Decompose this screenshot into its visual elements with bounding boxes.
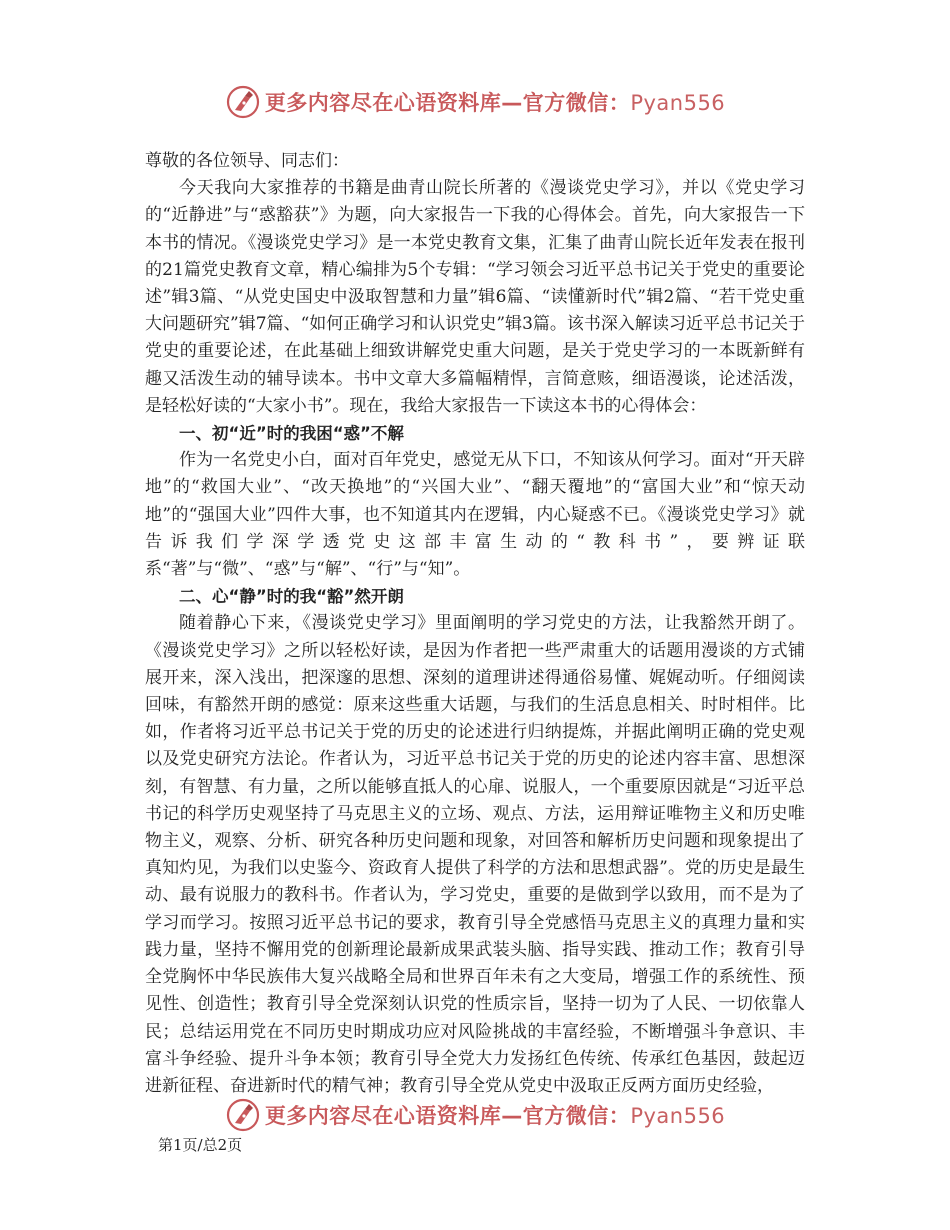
- wechat-id: Pyan556: [630, 91, 726, 115]
- intro-paragraph: 今天我向大家推荐的书籍是曲青山院长所著的《漫谈党史学习》，并以《党史学习的“近静进”与“惑豁获”》为题，向大家报告一下我的心得体会。首先，向大家报告一下本书的情况。《漫谈党史学习》是一本党史教育文集，汇集了曲青山院长近年发表在报刊的21篇党史教育文章，精心编排为5个专辑：“学习领会习近平总书记关于党史的重要论述”辑3篇、“从党史国史中汲取智慧和力量”辑6篇、“读懂新时代”辑2篇、“若干党史重大问题研究”辑7篇、“如何正确学习和认识党史”辑3篇。该书深入解读习近平总书记关于党史的重要论述，在此基础上细致讲解党史重大问题，是关于党史学习的一本既新鲜有趣又活泼生动的辅导读本。书中文章大多篇幅精悍，言简意赅，细语漫谈，论述活泼，是轻松好读的“大家小书”。现在，我给大家报告一下读这本书的心得体会：: [145, 178, 805, 416]
- page-number: 第1页/总2页: [158, 1136, 243, 1154]
- banner-text: [265, 1100, 725, 1130]
- wechat-id: Pyan556: [630, 1104, 726, 1128]
- section-2-paragraph: 随着静心下来，《漫谈党史学习》里面阐明的学习党史的方法，让我豁然开朗了。《漫谈党史学习》之所以轻松好读，是因为作者把一些严肃重大的话题用漫谈的方式铺展开来，深入浅出，把深邃的思想、深刻的道理讲述得通俗易懂、娓娓动听。仔细阅读回味，有豁然开朗的感觉：原来这些重大话题，与我们的生活息息相关、时时相伴。比如，作者将习近平总书记关于党的历史的论述进行归纳提炼，并据此阐明正确的党史观以及党史研究方法论。作者认为，习近平总书记关于党的历史的论述内容丰富、思想深刻，有智慧、有力量，之所以能够直抵人的心扉、说服人，一个重要原因就是“习近平总书记的科学历史观坚持了马克思主义的立场、观点、方法，运用辩证唯物主义和历史唯物主义，观察、分析、研究各种历史问题和现象，对回答和解析历史问题和现象提出了真知灼见，为我们以史鉴今、资政育人提供了科学的方法和思想武器”。党的历史是最生动、最有说服力的教科书。作者认为，学习党史，重要的是做到学以致用，而不是为了学习而学习。按照习近平总书记的要求，教育引导全党感悟马克思主义的真理力量和实践力量，坚持不懈用党的创新理论最新成果武装头脑、指导实践、推动工作；教育引导全党胸怀中华民族伟大复兴战略全局和世界百年未有之大变局，增强工作的系统性、预见性、创造性；教育引导全党深刻认识党的性质宗旨，坚持一切为了人民、一切依靠人民；总结运用党在不同历史时期成功应对风险挑战的丰富经验，不断增强斗争意识、丰富斗争经验、提升斗争本领；教育引导全党大力发扬红色传统、传承红色基因，鼓起迈进新征程、奋进新时代的精气神；教育引导全党从党史中汲取正反两方面历史经验，: [145, 613, 805, 1096]
- document-body: [145, 148, 805, 1100]
- pen-nib-logo-icon: [225, 1097, 261, 1133]
- header-banner: [0, 82, 950, 122]
- banner-label: 更多内容尽在心语资料库—官方微信：: [264, 91, 631, 115]
- pen-nib-logo-icon: [225, 84, 261, 120]
- banner-text: [265, 87, 725, 117]
- section-1-paragraph: 作为一名党史小白，面对百年党史，感觉无从下口，不知该从何学习。面对“开天辟地”的“救国大业”、“改天换地”的“兴国大业”、“翻天覆地”的“富国大业”和“惊天动地”的“强国大业”四件大事，也不知道其内在逻辑，内心疑惑不已。《漫谈党史学习》就告诉我们学深学透党史这部丰富生动的“教科书”，要辨证联系“著”与“微”、“惑”与“解”、“行”与“知”。: [145, 450, 805, 580]
- footer-banner: [0, 1095, 950, 1135]
- section-2-heading: 二、心“静”时的我“豁”然开朗: [179, 587, 404, 607]
- banner-label: 更多内容尽在心语资料库—官方微信：: [264, 1104, 631, 1128]
- section-1-heading: 一、初“近”时的我困“惑”不解: [179, 424, 404, 444]
- salutation: 尊敬的各位领导、同志们：: [145, 151, 349, 171]
